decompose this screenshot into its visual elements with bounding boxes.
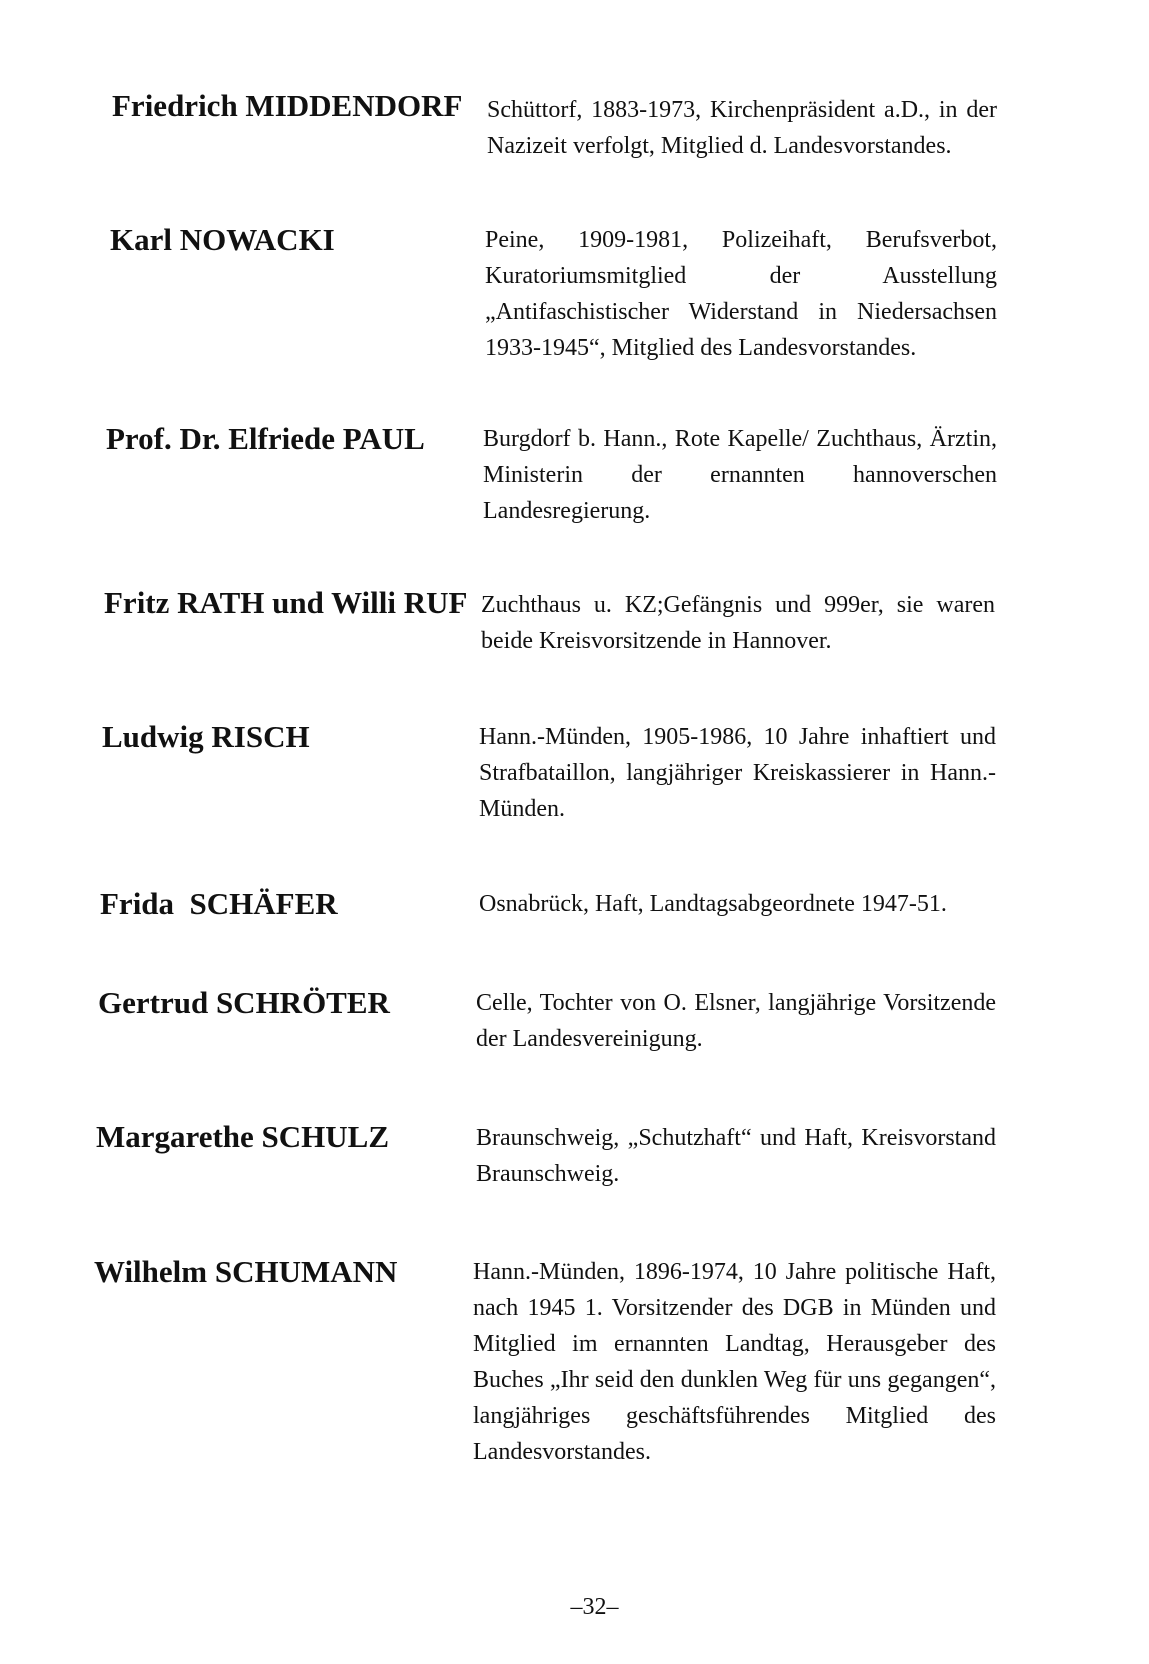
person-name: Karl NOWACKI [110,222,335,257]
page-number: –32– [570,1594,619,1620]
person-name: Ludwig RISCH [102,719,310,754]
person-description: Hann.-Münden, 1905-1986, 10 Jahre inhaftiert und Strafbataillon, langjähriger Kreiskassierer in Hann.- Münden. [479,724,996,822]
person-description: Peine, 1909-1981, Polizeihaft, Berufsverbot, Kuratoriumsmitglied der Ausstellung „Antifaschistischer Widerstand in Niedersachsen 1933-1945“, Mitglied des Landesvorstandes. [485,227,997,361]
person-name: Friedrich MIDDENDORF [112,88,463,123]
person-description: Osnabrück, Haft, Landtagsabgeordnete 1947-51. [479,891,947,917]
person-name: Margarethe SCHULZ [96,1119,390,1154]
person-name: Frida SCHÄFER [100,886,338,921]
person-description: Hann.-Münden, 1896-1974, 10 Jahre politische Haft, nach 1945 1. Vorsitzender des DGB in Münden und Mitglied im ernannten Landtag, Herausgeber des Buches „Ihr seid den dunklen Weg für uns gegangen“, langjähriges geschäftsführendes Mitglied des Landesvorstandes. [473,1259,996,1465]
person-name: Gertrud SCHRÖTER [98,985,390,1020]
person-description: Schüttorf, 1883-1973, Kirchenpräsident a.D., in der Nazizeit verfolgt, Mitglied d. Landesvorstandes. [487,97,997,159]
person-description: Zuchthaus u. KZ;Gefängnis und 999er, sie waren beide Kreisvorsitzende in Hannover. [481,592,995,654]
person-description: Braunschweig, „Schutzhaft“ und Haft, Kreisvorstand Braunschweig. [476,1125,996,1187]
person-name: Prof. Dr. Elfriede PAUL [106,421,425,456]
person-description: Celle, Tochter von O. Elsner, langjährige Vorsitzende der Landesvereinigung. [476,990,996,1052]
person-description: Burgdorf b. Hann., Rote Kapelle/ Zuchthaus, Ärztin, Ministerin der ernannten hannoverschen Landesregierung. [483,426,997,524]
person-name: Wilhelm SCHUMANN [94,1254,398,1289]
person-name: Fritz RATH und Willi RUF [104,585,468,620]
